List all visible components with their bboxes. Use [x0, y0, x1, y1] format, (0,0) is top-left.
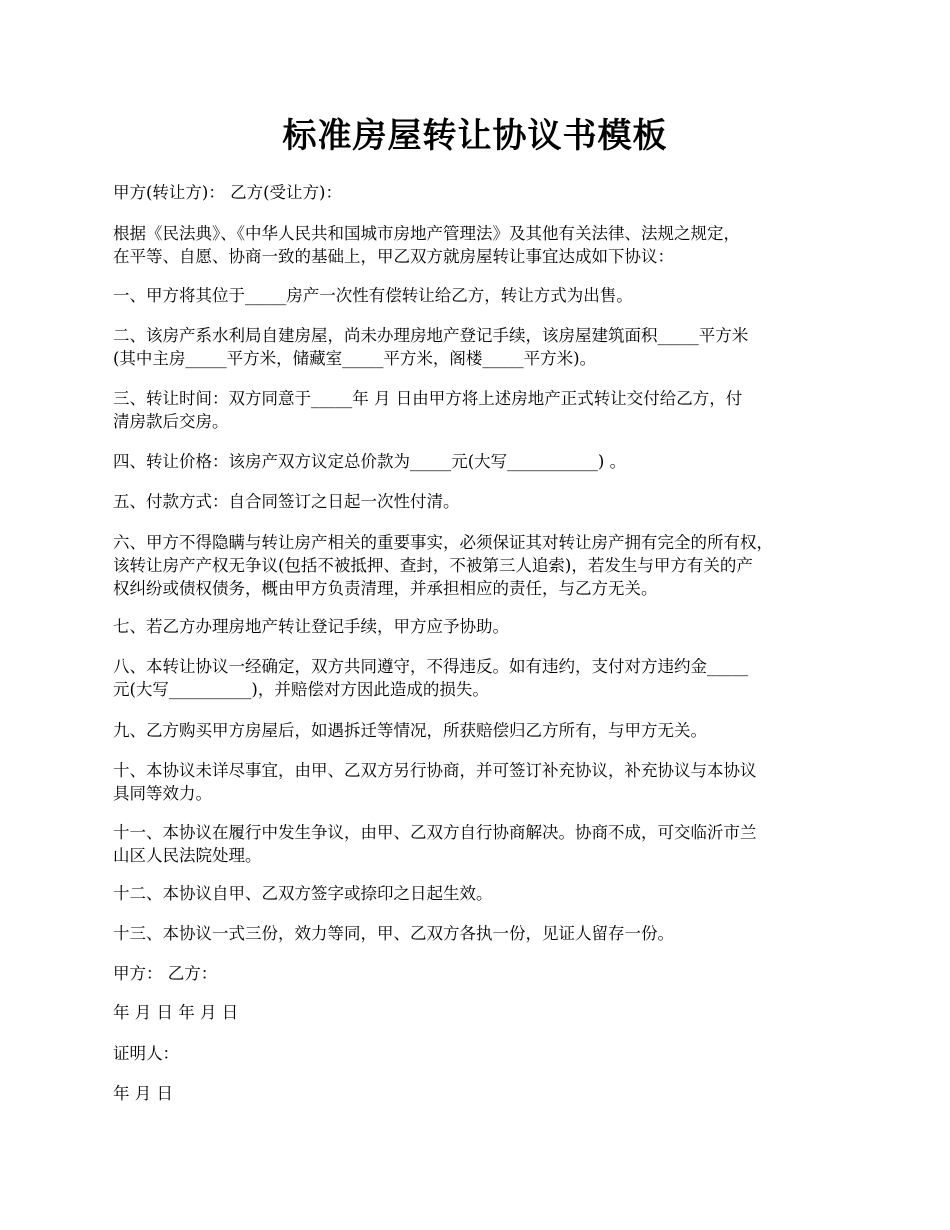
signature-dates: [113, 1001, 853, 1024]
signature-parties: [113, 962, 853, 985]
paragraph-line: 年 月 日: [113, 1084, 173, 1103]
clause-7: [113, 615, 853, 638]
paragraph-line: 清房款后交房。: [113, 412, 229, 431]
paragraph-line: 五、付款方式：自合同签订之日起一次性付清。: [113, 492, 460, 511]
paragraph-line: 在平等、自愿、协商一致的基础上，甲乙双方就房屋转让事宜达成如下协议：: [113, 247, 674, 266]
paragraph-line: 二、该房产系水利局自建房屋，尚未办理房地产登记手续，该房屋建筑面积_____平方米: [113, 326, 749, 345]
paragraph-line: 四、转让价格：该房产双方议定总价款为_____元(大写___________) 。: [113, 452, 627, 471]
paragraph-line: 十、本协议未详尽事宜，由甲、乙双方另行协商，并可签订补充协议，补充协议与本协议: [113, 761, 757, 780]
paragraph-line: 山区人民法院处理。: [113, 846, 262, 865]
clause-8: [113, 655, 853, 701]
paragraph-line: 一、甲方将其位于_____房产一次性有偿转让给乙方，转让方式为出售。: [113, 286, 633, 305]
paragraph-line: 具同等效力。: [113, 784, 212, 803]
document-title: 标准房屋转让协议书模板: [282, 116, 668, 156]
paragraph-line: 根据《民法典》、《中华人民共和国城市房地产管理法》及其他有关法律、法规之规定，: [113, 224, 740, 243]
paragraph-line: 该转让房产产权无争议(包括不被抵押、查封，不被第三人追索)，若发生与甲方有关的产: [113, 556, 753, 575]
paragraph-line: 十三、本协议一式三份，效力等同，甲、乙双方各执一份，见证人留存一份。: [113, 924, 674, 943]
paragraph-line: 十一、本协议在履行中发生争议，由甲、乙双方自行协商解决。协商不成，可交临沂市兰: [113, 823, 757, 842]
paragraph-line: 年 月 日 年 月 日: [113, 1003, 239, 1022]
witness-date: [113, 1082, 853, 1105]
clause-11: [113, 821, 853, 867]
witness-label: [113, 1042, 853, 1065]
paragraph-line: 八、本转让协议一经确定，双方共同遵守，不得违反。如有违约，支付对方违约金_____: [113, 657, 749, 676]
paragraph-line: 三、转让时间：双方同意于_____年 月 日由甲方将上述房地产正式转让交付给乙方，付: [113, 389, 743, 408]
party-line: [113, 181, 853, 204]
paragraph-line: 甲方： 乙方：: [113, 964, 218, 983]
paragraph-line: 六、甲方不得隐瞒与转让房产相关的重要事实，必须保证其对转让房产拥有完全的所有权，: [113, 533, 773, 552]
clause-4: [113, 450, 853, 473]
paragraph-line: 证明人：: [113, 1044, 179, 1063]
paragraph-line: 九、乙方购买甲方房屋后，如遇拆迁等情况，所获赔偿归乙方所有，与甲方无关。: [113, 721, 707, 740]
clause-10: [113, 759, 853, 805]
clause-3: [113, 387, 853, 433]
paragraph-line: (其中主房_____平方米，储藏室_____平方米，阁楼_____平方米)。: [113, 349, 597, 368]
paragraph-line: 权纠纷或债权债务，概由甲方负责清理，并承担相应的责任，与乙方无关。: [113, 579, 658, 598]
paragraph-line: 十二、本协议自甲、乙双方签字或捺印之日起生效。: [113, 884, 493, 903]
paragraph-line: 七、若乙方办理房地产转让登记手续，甲方应予协助。: [113, 617, 509, 636]
clause-2: [113, 324, 853, 370]
clause-5: [113, 490, 853, 513]
clause-13: [113, 922, 853, 945]
paragraph-line: 元(大写__________)，并赔偿对方因此造成的损失。: [113, 680, 489, 699]
clause-9: [113, 719, 853, 742]
clause-6: [113, 531, 853, 600]
paragraph-line: 甲方(转让方)： 乙方(受让方)：: [113, 183, 342, 202]
clause-12: [113, 882, 853, 905]
preamble-paragraph: [113, 222, 853, 268]
clause-1: [113, 284, 853, 307]
